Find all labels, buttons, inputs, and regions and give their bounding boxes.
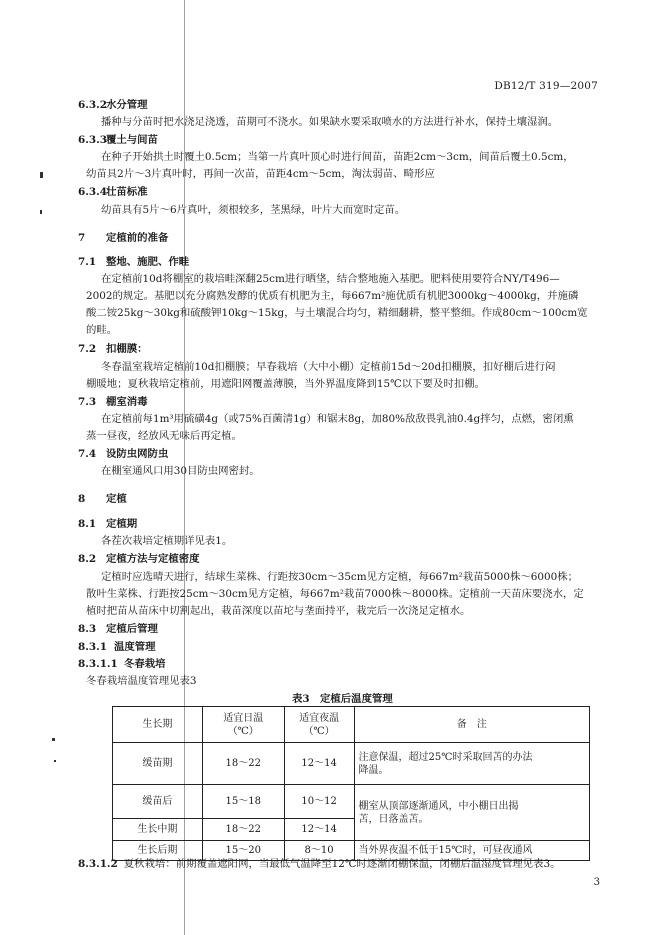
paragraph-line: 散叶生菜株、行距按25cm～30cm见方定植，每667m²栽苗7000株～8000株。定植前一天苗床要浇水，定 [86, 588, 584, 600]
paragraph-line: 定植时应选晴天进行，结球生菜株、行距按30cm～35cm见方定植，每667m²栽苗5000株～6000株； [101, 571, 579, 583]
scan-mark [40, 172, 43, 178]
table-row: 生长中期 18～22 12～14 [113, 819, 590, 841]
paragraph-line: 棚暖地；夏秋栽培定植前，用遮阳网覆盖薄膜，当外界温度降到15℃以下要及时扣棚。 [86, 378, 485, 390]
table-row: 缓苗后 15～18 10～12 棚室从顶部逐渐通风，中小棚日出揭 苫，日落盖苫。 [113, 785, 590, 819]
section-heading: 7.2 扣棚膜： [78, 343, 148, 355]
table-header-row [113, 707, 590, 743]
paragraph-line: 酸二铵25kg～30kg和硫酸钾10kg～15kg，与土壤混合均匀，精细翻耕，整平整细。作成80cm～100cm宽 [86, 307, 588, 319]
section-heading: 6.3.4壮苗标准 [78, 186, 148, 198]
table-caption: 表3 定植后温度管理 [292, 693, 393, 705]
section-heading: 8.2 定植方法与定植密度 [78, 553, 200, 565]
section-heading: 6.3.3覆土与间苗 [78, 134, 158, 146]
note-cell: 当外界夜温不低于15℃时，可昼夜通风 [354, 841, 589, 861]
paragraph-line: 冬春温室栽培定植前10d扣棚膜；早春栽培（大中小棚）定植前15d～20d扣棚膜，扣好棚后进行闷 [101, 361, 556, 373]
section-heading: 6.3.2水分管理 [78, 99, 148, 111]
paragraph-line: 在种子开始拱土时覆土0.5cm；当第一片真叶顶心时进行间苗，苗距2cm～3cm，间苗后覆土0.5cm， [101, 151, 574, 163]
paragraph-line: 在棚室通风口用30目防虫网密封。 [101, 465, 260, 477]
paragraph-line: 蒸一昼夜，经放风无味后再定植。 [86, 430, 242, 442]
paragraph-line: 在定植前每1m³用硫磺4g（或75%百菌清1g）和锯末8g，加80%敌敌畏乳油0.4g拌匀，点燃，密闭熏 [101, 413, 574, 425]
chapter-heading: 8 定植 [78, 493, 127, 505]
scan-mark [40, 210, 42, 214]
header-day-temp: 适宜日温 （℃） [202, 707, 284, 743]
section-heading: 7.4 设防虫网防虫 [78, 448, 169, 460]
note-cell: 注意保温，超过25℃时采取回苫的办法 降温。 [354, 743, 589, 785]
table-row: 缓苗期 18～22 12～14 注意保温，超过25℃时采取回苫的办法 降温。 [113, 743, 590, 785]
paragraph-line: 的畦。 [86, 324, 118, 336]
temperature-table [112, 706, 590, 861]
paragraph-line: 幼苗具有5片～6片真叶，须根较多，茎黑绿，叶片大而宽时定苗。 [101, 204, 406, 216]
table-row: 生长后期 15～20 8～10 当外界夜温不低于15℃时，可昼夜通风 [113, 841, 590, 861]
paragraph-line: 各茬次栽培定植期详见表1。 [101, 535, 233, 547]
paragraph-line: 植时把苗从苗床中切割起出，栽苗深度以苗坨与垄面持平，栽完后一次浇足定植水。 [86, 605, 471, 617]
header-note: 备 注 [354, 707, 589, 743]
paragraph-line: 播种与分苗时把水浇足浇透，苗期可不浇水。如果缺水要采取喷水的方法进行补水，保持土壤湿润。 [101, 116, 559, 128]
paragraph-line: 幼苗具2片～3片真叶时，再间一次苗，苗距4cm～5cm，淘汰弱苗、畸形应 [86, 168, 435, 180]
note-cell: 棚室从顶部逐渐通风，中小棚日出揭 苫，日落盖苫。 [354, 785, 589, 841]
section-heading: 8.3.1 温度管理 [78, 641, 156, 653]
scan-mark [54, 760, 56, 762]
paragraph-line: 在定植前10d将棚室的栽培畦深翻25cm进行晒垡，结合整地施入基肥。肥料使用要符合NY/T496— [101, 273, 560, 285]
section-heading: 8.1 定植期 [78, 518, 138, 530]
page-number: 3 [593, 877, 600, 888]
section-heading: 8.3 定植后管理 [78, 623, 158, 635]
section-heading: 7.3 棚室消毒 [78, 396, 148, 408]
header-stage: 生长期 [113, 707, 203, 743]
scan-mark [52, 738, 55, 741]
document-id-header: DB12/T 319—2007 [494, 80, 598, 92]
header-night-temp: 适宜夜温 （℃） [284, 707, 354, 743]
section-heading: 8.3.1.1 冬春栽培 [78, 658, 166, 670]
paragraph-line: 冬春栽培温度管理见表3 [86, 675, 197, 687]
paragraph-line: 8.3.1.2 夏秋栽培：前期覆盖遮阳网，当最低气温降至12℃时逐渐闭棚保温，闭棚后温湿度管理见表3。 [78, 858, 561, 870]
paragraph-line: 2002的规定。基肥以充分腐熟发酵的优质有机肥为主，每667m²施优质有机肥3000kg～4000kg，并施磷 [86, 290, 579, 302]
chapter-heading: 7 定植前的准备 [78, 232, 169, 244]
section-heading: 7.1 整地、施肥、作畦 [78, 256, 190, 268]
